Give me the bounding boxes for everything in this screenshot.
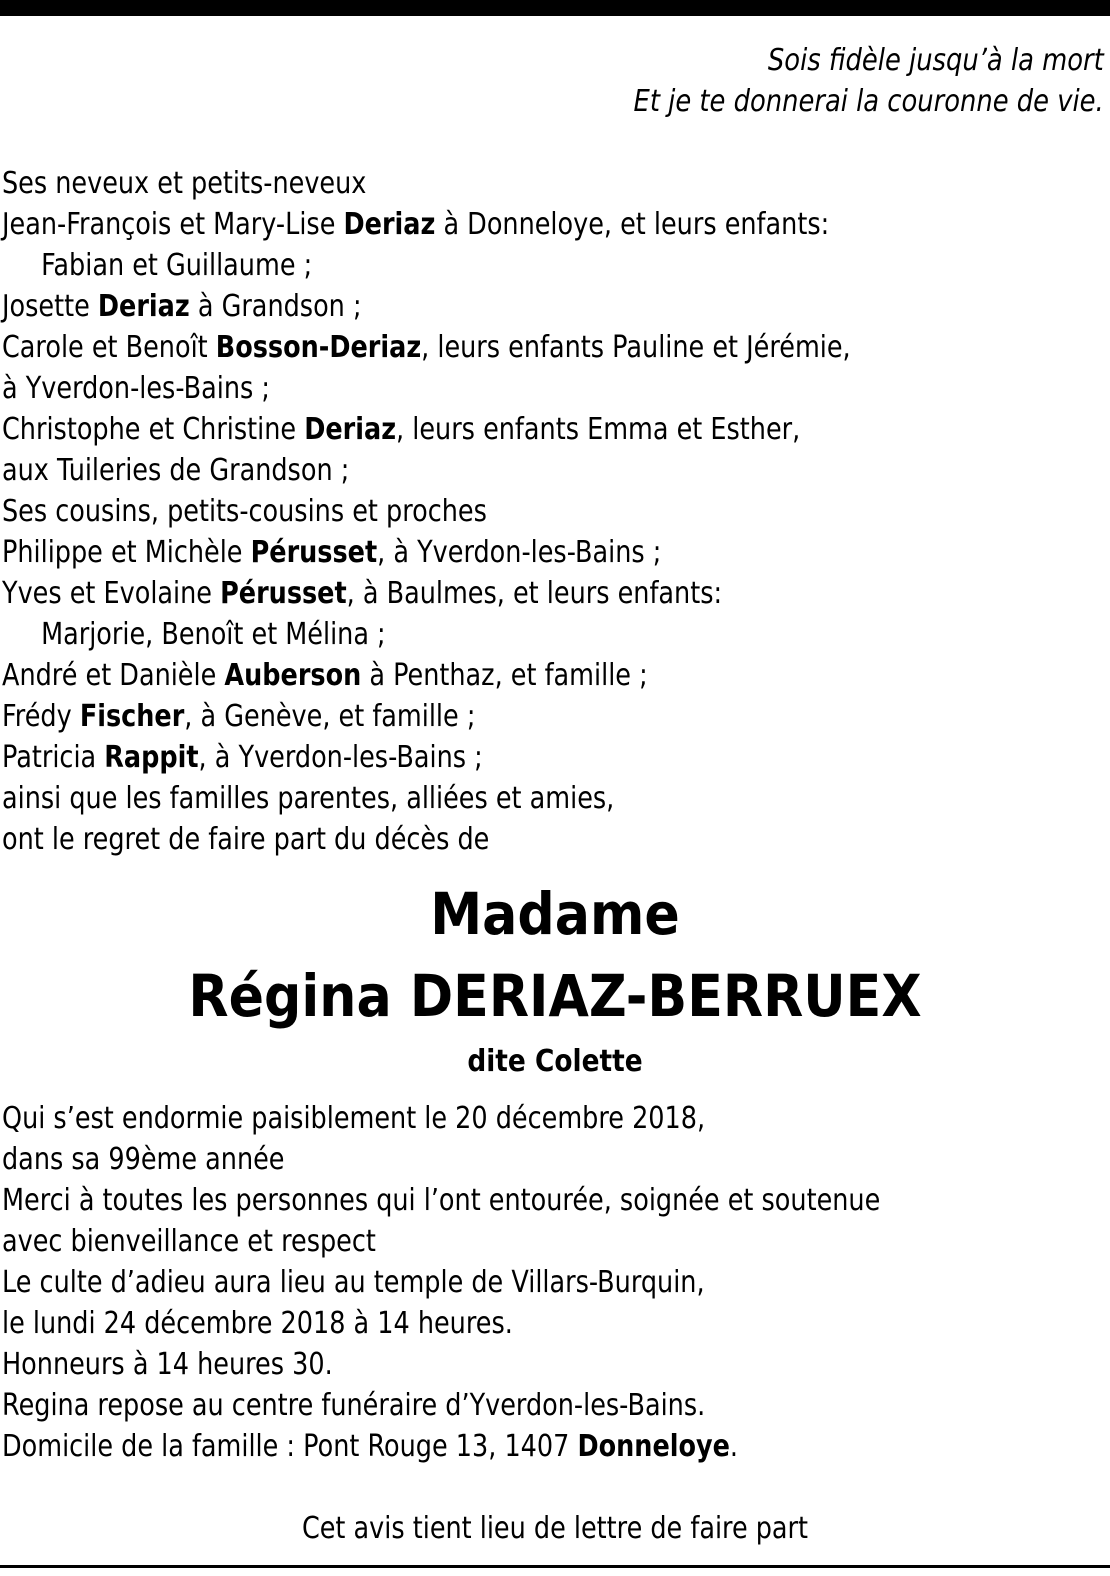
line-text: Marjorie, Benoît et Mélina ;: [41, 617, 386, 652]
line-text: , leurs enfants Emma et Esther,: [396, 412, 801, 447]
line-text: dans sa 99ème année: [2, 1142, 285, 1177]
line-text: Frédy: [2, 699, 80, 734]
surname-text: Pérusset: [250, 535, 378, 570]
family-list: [2, 163, 851, 860]
details-line: [2, 1385, 880, 1426]
family-line: [2, 614, 851, 655]
line-text: à Penthaz, et famille ;: [361, 658, 648, 693]
epigraph-line-2: Et je te donnerai la couronne de vie.: [633, 84, 1104, 119]
line-text: ainsi que les familles parentes, alliées et amies,: [2, 781, 615, 816]
epigraph: [634, 40, 1104, 122]
line-text: aux Tuileries de Grandson ;: [2, 453, 350, 488]
family-line: [2, 204, 851, 245]
line-text: Yves et Evolaine: [2, 576, 221, 611]
line-text: Le culte d’adieu aura lieu au temple de Villars-Burquin,: [2, 1265, 705, 1300]
line-text: Qui s’est endormie paisiblement le 20 décembre 2018,: [2, 1101, 706, 1136]
line-text: Fabian et Guillaume ;: [41, 248, 313, 283]
line-text: Christophe et Christine: [2, 412, 305, 447]
line-text: Carole et Benoît: [2, 330, 216, 365]
family-line: [2, 696, 851, 737]
line-text: , à Baulmes, et leurs enfants:: [346, 576, 723, 611]
surname-text: Rappit: [104, 740, 199, 775]
line-text: Philippe et Michèle: [2, 535, 251, 570]
details-line: [2, 1262, 880, 1303]
line-text: avec bienveillance et respect: [2, 1224, 376, 1259]
family-line: [2, 532, 851, 573]
details-list: [2, 1098, 880, 1467]
line-text: , leurs enfants Pauline et Jérémie,: [421, 330, 851, 365]
surname-text: Auberson: [224, 658, 362, 693]
line-text: , à Yverdon-les-Bains ;: [377, 535, 662, 570]
surname-text: Donneloye: [577, 1429, 730, 1464]
line-text: Josette: [2, 289, 98, 324]
line-text: , à Yverdon-les-Bains ;: [198, 740, 483, 775]
family-line: [2, 163, 851, 204]
line-text: Jean-François et Mary-Lise: [2, 207, 344, 242]
family-line: [2, 286, 851, 327]
family-line: [2, 245, 851, 286]
surname-text: Fischer: [79, 699, 185, 734]
family-line: [2, 327, 851, 368]
footer-note: Cet avis tient lieu de lettre de faire part: [301, 1511, 809, 1546]
line-text: Merci à toutes les personnes qui l’ont entourée, soignée et soutenue: [2, 1183, 881, 1218]
family-line: [2, 778, 851, 819]
surname-text: Bosson-Deriaz: [215, 330, 422, 365]
line-text: Patricia: [2, 740, 105, 775]
details-line: [2, 1098, 880, 1139]
details-line: [2, 1303, 880, 1344]
top-rule: [0, 0, 1110, 16]
surname-text: Deriaz: [304, 412, 397, 447]
surname-text: Deriaz: [343, 207, 436, 242]
line-text: ont le regret de faire part du décès de: [2, 822, 490, 857]
bottom-rule: [0, 1565, 1110, 1568]
line-text: Regina repose au centre funéraire d’Yverdon-les-Bains.: [2, 1388, 706, 1423]
deceased-title: Madame: [430, 880, 680, 948]
line-text: , à Genève, et famille ;: [184, 699, 476, 734]
details-line: [2, 1139, 880, 1180]
epigraph-line-1: Sois fidèle jusqu’à la mort: [768, 43, 1104, 78]
line-text: Domicile de la famille : Pont Rouge 13, 1407: [2, 1429, 578, 1464]
family-line: [2, 655, 851, 696]
details-line: [2, 1344, 880, 1385]
family-line: [2, 368, 851, 409]
family-line: [2, 737, 851, 778]
surname-text: Pérusset: [220, 576, 347, 611]
line-text: Ses cousins, petits-cousins et proches: [2, 494, 487, 529]
line-text: à Donneloye, et leurs enfants:: [435, 207, 830, 242]
line-text: Ses neveux et petits-neveux: [2, 166, 367, 201]
line-text: .: [729, 1429, 739, 1464]
line-text: Honneurs à 14 heures 30.: [2, 1347, 333, 1382]
line-text: à Yverdon-les-Bains ;: [2, 371, 270, 406]
family-line: [2, 409, 851, 450]
family-line: [2, 491, 851, 532]
deceased-name: Régina DERIAZ-BERRUEX: [188, 962, 922, 1030]
details-line: [2, 1426, 880, 1467]
family-line: [2, 819, 851, 860]
line-text: à Grandson ;: [189, 289, 362, 324]
line-text: André et Danièle: [2, 658, 225, 693]
details-line: [2, 1180, 880, 1221]
details-line: [2, 1221, 880, 1262]
deceased-nickname: dite Colette: [467, 1044, 643, 1079]
surname-text: Deriaz: [97, 289, 190, 324]
family-line: [2, 450, 851, 491]
family-line: [2, 573, 851, 614]
line-text: le lundi 24 décembre 2018 à 14 heures.: [2, 1306, 513, 1341]
